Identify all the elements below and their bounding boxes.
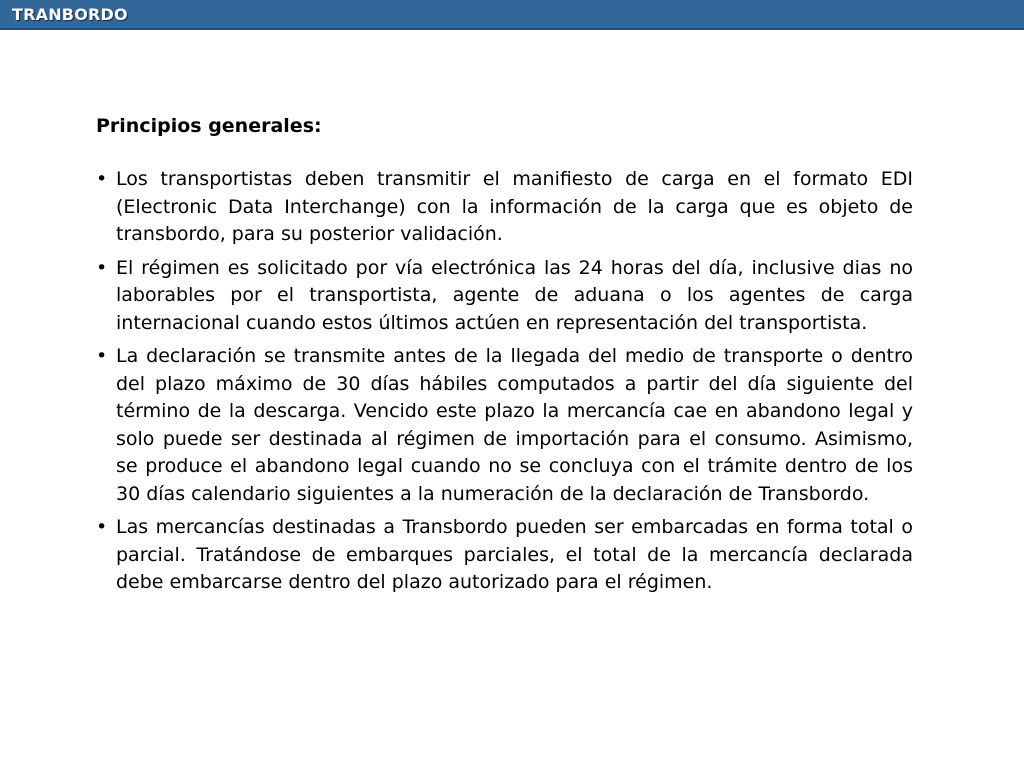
bullet-text: Los transportistas deben transmitir el manifiesto de carga en el formato EDI (Electronic Data Interchange) con la información de la carga que es objeto de transbordo, para su posterior validación. — [116, 168, 913, 245]
bullet-icon: • — [96, 516, 108, 538]
bullet-icon: • — [96, 256, 108, 279]
section-heading: Principios generales: — [96, 115, 322, 137]
bullet-icon: • — [96, 345, 108, 367]
bullet-text: El régimen es solicitado por vía electrónica las 24 horas del día, inclusive dias no laborables por el transportista, agente de aduana o los agentes de carga internacional cuando estos últimos actúen en representación del transportista. — [116, 256, 913, 334]
slide-content — [96, 112, 913, 603]
header-bar — [0, 0, 1024, 30]
bullet-item — [96, 166, 913, 249]
bullet-item — [96, 255, 913, 338]
header-title: TRANBORDO — [12, 5, 128, 24]
bullet-text: Las mercancías destinadas a Transbordo pueden ser embarcadas en forma total o parcial. Tratándose de embarques parciales, el total de la mercancía declarada debe embarcarse dentro del plazo autorizado para el régimen. — [116, 516, 913, 593]
bullet-item — [96, 514, 913, 597]
bullet-icon: • — [96, 168, 108, 190]
bullet-item — [96, 343, 913, 508]
bullet-text: La declaración se transmite antes de la llegada del medio de transporte o dentro del plazo máximo de 30 días hábiles computados a partir del día siguiente del término de la descarga. Vencido este plazo la mercancía cae en abandono legal y solo puede ser destinada al régimen de importación para el consumo. Asimismo, se produce el abandono legal cuando no se concluya con el trámite dentro de los 30 días calendario siguientes a la numeración de la declaración de Transbordo. — [116, 345, 913, 505]
bullet-list — [96, 166, 913, 597]
